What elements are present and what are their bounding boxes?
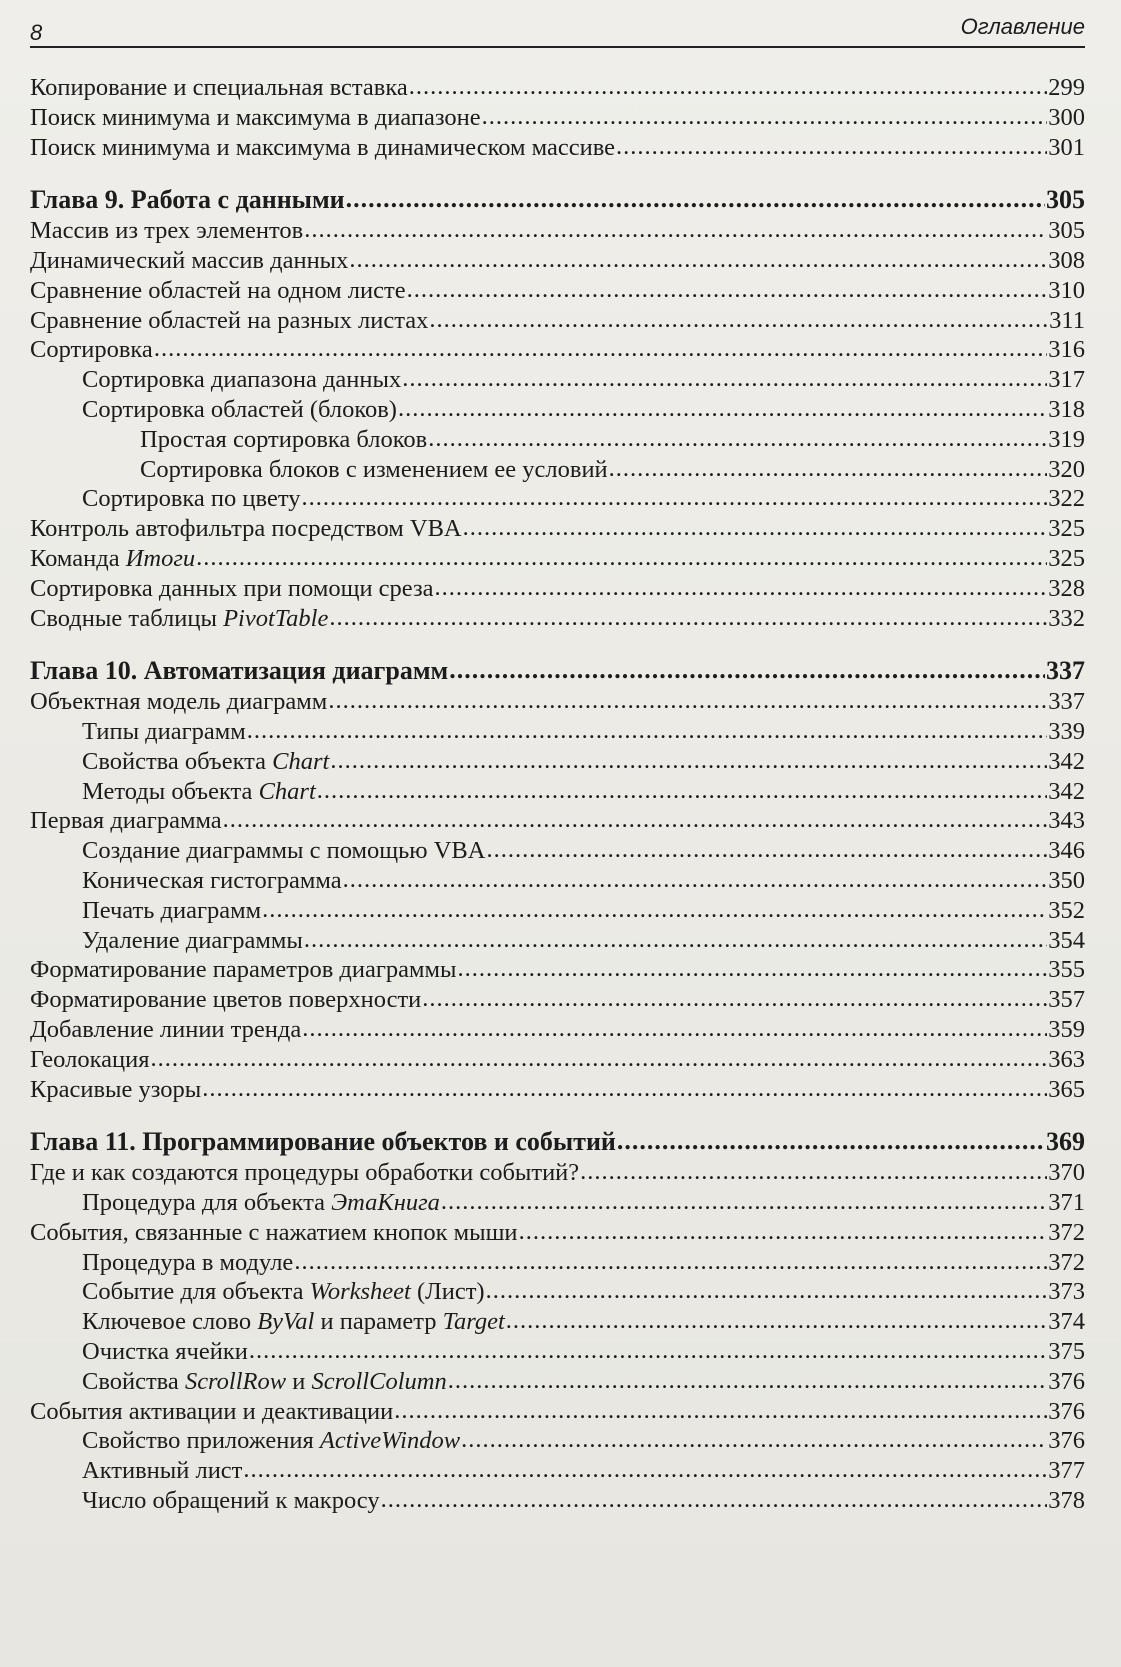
toc-page-number: 375 [1048,1338,1085,1365]
toc-page-number: 318 [1048,396,1085,423]
toc-entry-title: Команда Итоги [30,545,196,572]
toc-entry[interactable] [30,485,1085,517]
toc-page-number: 342 [1048,778,1085,805]
toc-entry[interactable] [30,1046,1085,1078]
toc-entry-title: Добавление линии тренда [30,1016,302,1043]
toc-entry-title: Первая диаграмма [30,807,222,834]
dot-leader [154,335,1047,363]
toc-page-number: 355 [1048,956,1085,983]
dot-leader [609,455,1048,483]
dot-leader [616,133,1047,161]
toc-entry[interactable] [30,1076,1085,1108]
dot-leader [349,246,1047,274]
toc-page-number: 359 [1048,1016,1085,1043]
toc-entry[interactable] [30,605,1085,637]
dot-leader [304,926,1047,954]
toc-entry[interactable] [30,366,1085,398]
toc-entry-title: Процедура для объекта ЭтаКнига [82,1189,440,1216]
toc-page-number: 325 [1048,545,1085,572]
toc-page-number: 328 [1048,575,1085,602]
toc-page-number: 374 [1048,1308,1085,1335]
dot-leader [448,1367,1048,1395]
toc-entry-title: Глава 9. Работа с данными [30,185,345,214]
dot-leader [304,216,1047,244]
toc-entry-title: Сравнение областей на разных листах [30,307,429,334]
toc-entry-title: События активации и деактивации [30,1398,394,1425]
toc-page-number: 357 [1048,986,1085,1013]
toc-page-number: 369 [1046,1127,1085,1156]
toc-entry-title: Сортировка данных при помощи среза [30,575,434,602]
toc-entry[interactable] [30,247,1085,279]
dot-leader [328,687,1047,715]
toc-entry[interactable] [30,1338,1085,1370]
toc-page-number: 325 [1048,515,1085,542]
toc-page-number: 342 [1048,748,1085,775]
toc-entry-title: Свойства объекта Chart [82,748,330,775]
toc-entry-title: Сортировка областей (блоков) [82,396,397,423]
toc-entry-title: Свойства ScrollRow и ScrollColumn [82,1368,447,1395]
toc-entry[interactable] [30,1487,1085,1519]
toc-entry[interactable] [30,807,1085,839]
toc-entry-title: Удаление диаграммы [82,927,303,954]
toc-page-number: 311 [1049,307,1085,334]
toc-entry-title: Где и как создаются процедуры обработки событий? [30,1159,580,1186]
toc-entry[interactable] [30,897,1085,929]
dot-leader [435,574,1048,602]
toc-entry-title: Массив из трех элементов [30,217,304,244]
dot-leader [486,1277,1048,1305]
dot-leader [294,1248,1047,1276]
toc-entry-title: Геолокация [30,1046,150,1073]
toc-page-number: 352 [1048,897,1085,924]
toc-entry-title: Контроль автофильтра посредством VBA [30,515,462,542]
dot-leader [223,806,1048,834]
toc-entry-title: Форматирование цветов поверхности [30,986,422,1013]
page-number: 8 [30,20,43,45]
toc-page-number: 317 [1048,366,1085,393]
toc-entry-title: Красивые узоры [30,1076,202,1103]
dot-leader [343,866,1048,894]
toc-entry[interactable] [30,1457,1085,1489]
toc-page-number: 337 [1048,688,1085,715]
toc-entry-title: Сортировка по цвету [82,485,301,512]
toc-entry[interactable] [30,575,1085,607]
toc-entry[interactable] [30,104,1085,136]
toc-page-number: 365 [1048,1076,1085,1103]
dot-leader [202,1075,1047,1103]
toc-entry[interactable] [30,986,1085,1018]
dot-leader [402,365,1047,393]
dot-leader [330,747,1047,775]
toc-entry-title: Объектная модель диаграмм [30,688,328,715]
toc-entry[interactable] [30,1016,1085,1048]
toc-page-number: 376 [1048,1398,1085,1425]
toc-entry-title: Копирование и специальная вставка [30,74,408,101]
dot-leader [506,1307,1047,1335]
dot-leader [317,777,1048,805]
toc-entry[interactable] [30,515,1085,547]
dot-leader [407,276,1048,304]
toc-entry[interactable] [30,336,1085,368]
toc-entry[interactable] [30,277,1085,309]
toc-entry-title: Событие для объекта Worksheet (Лист) [82,1278,485,1305]
toc-page-number: 371 [1048,1189,1085,1216]
toc-entry[interactable] [30,74,1085,106]
toc-entry[interactable] [30,867,1085,899]
dot-leader [461,1426,1047,1454]
dot-leader [428,425,1047,453]
toc-entry-title: Число обращений к макросу [82,1487,380,1514]
toc-entry-title: Очистка ячейки [82,1338,248,1365]
dot-leader [441,1188,1047,1216]
dot-leader [422,985,1047,1013]
toc-entry-title: Простая сортировка блоков [140,426,428,453]
toc-entry-title: Сортировка диапазона данных [82,366,402,393]
toc-page-number: 305 [1046,185,1085,214]
dot-leader [302,1015,1047,1043]
toc-page-number: 320 [1048,456,1085,483]
running-title: Оглавление [960,14,1085,39]
toc-page-number: 346 [1048,837,1085,864]
toc-entry-title: Сводные таблицы PivotTable [30,605,329,632]
toc-entry-title: Коническая гистограмма [82,867,342,894]
toc-entry-title: Сравнение областей на одном листе [30,277,406,304]
dot-leader [329,604,1047,632]
toc-page-number: 299 [1048,74,1085,101]
toc-page-number: 308 [1048,247,1085,274]
dot-leader [519,1218,1048,1246]
toc-page-number: 305 [1048,217,1085,244]
toc-entry[interactable] [30,396,1085,428]
toc-entry-title: Типы диаграмм [82,718,246,745]
toc-entry[interactable] [30,1159,1085,1191]
dot-leader [486,836,1047,864]
toc-page-number: 350 [1048,867,1085,894]
toc-entry[interactable] [30,718,1085,750]
toc-page-number: 316 [1048,336,1085,363]
toc-entry-title: Глава 11. Программирование объектов и событий [30,1127,616,1156]
toc-entry-title: Поиск минимума и максимума в динамическом массиве [30,134,616,161]
toc-entry[interactable] [30,1278,1085,1310]
dot-leader [301,484,1047,512]
toc-entry-title: Сортировка [30,336,153,363]
toc-entry-title: Ключевое слово ByVal и параметр Target [82,1308,505,1335]
dot-leader [381,1486,1048,1514]
dot-leader [150,1045,1047,1073]
toc-page-number: 301 [1048,134,1085,161]
dot-leader [262,896,1047,924]
toc-entry[interactable] [30,1219,1085,1251]
dot-leader [346,184,1045,214]
toc-page-number: 337 [1046,656,1085,685]
toc-entry-title: Динамический массив данных [30,247,349,274]
toc-page-number: 372 [1048,1219,1085,1246]
toc-entry-title: Глава 10. Автоматизация диаграмм [30,656,449,685]
toc-chapter[interactable] [30,656,1085,688]
dot-leader [580,1158,1047,1186]
toc-entry[interactable] [30,1308,1085,1340]
toc-entry[interactable] [30,956,1085,988]
toc-entry[interactable] [30,545,1085,577]
dot-leader [196,544,1047,572]
toc-entry-title: События, связанные с нажатием кнопок мыши [30,1219,518,1246]
toc-page-number: 300 [1048,104,1085,131]
toc-entry-title: Сортировка блоков с изменением ее условий [140,456,608,483]
toc-chapter[interactable] [30,185,1085,217]
toc-entry-title: Форматирование параметров диаграммы [30,956,457,983]
toc-page-number: 372 [1048,1249,1085,1276]
toc-entry-title: Создание диаграммы с помощью VBA [82,837,486,864]
toc-page-number: 339 [1048,718,1085,745]
toc-page-number: 363 [1048,1046,1085,1073]
toc-page-number: 378 [1048,1487,1085,1514]
dot-leader [243,1456,1047,1484]
toc-page-number: 332 [1048,605,1085,632]
toc-page-number: 377 [1048,1457,1085,1484]
toc-page-number: 343 [1048,807,1085,834]
dot-leader [398,395,1047,423]
toc-entry[interactable] [30,688,1085,720]
toc-entry-title: Методы объекта Chart [82,778,316,805]
toc-page-number: 376 [1048,1368,1085,1395]
toc-entry[interactable] [30,426,1085,458]
dot-leader [449,655,1045,685]
dot-leader [394,1397,1047,1425]
dot-leader [409,73,1047,101]
dot-leader [617,1126,1045,1156]
toc-page-number: 373 [1048,1278,1085,1305]
dot-leader [429,306,1048,334]
toc-page-number: 322 [1048,485,1085,512]
dot-leader [458,955,1048,983]
toc-entry[interactable] [30,1368,1085,1400]
dot-leader [482,103,1048,131]
toc-chapter[interactable] [30,1127,1085,1159]
toc-entry-title: Печать диаграмм [82,897,262,924]
toc-entry-title: Поиск минимума и максимума в диапазоне [30,104,481,131]
dot-leader [247,717,1047,745]
toc-entry[interactable] [30,748,1085,780]
toc-entry-title: Процедура в модуле [82,1249,294,1276]
dot-leader [249,1337,1047,1365]
toc-entry[interactable] [30,1427,1085,1459]
toc-entry-title: Свойство приложения ActiveWindow [82,1427,461,1454]
toc-page-number: 376 [1048,1427,1085,1454]
toc-page-number: 370 [1048,1159,1085,1186]
running-header [30,12,1085,48]
toc-entry[interactable] [30,837,1085,869]
toc-entry[interactable] [30,1189,1085,1221]
dot-leader [463,514,1048,542]
toc-entry[interactable] [30,134,1085,166]
toc-page-number: 310 [1048,277,1085,304]
toc-entry[interactable] [30,217,1085,249]
toc-entry-title: Активный лист [82,1457,243,1484]
toc-page-number: 354 [1048,927,1085,954]
toc-page-number: 319 [1048,426,1085,453]
